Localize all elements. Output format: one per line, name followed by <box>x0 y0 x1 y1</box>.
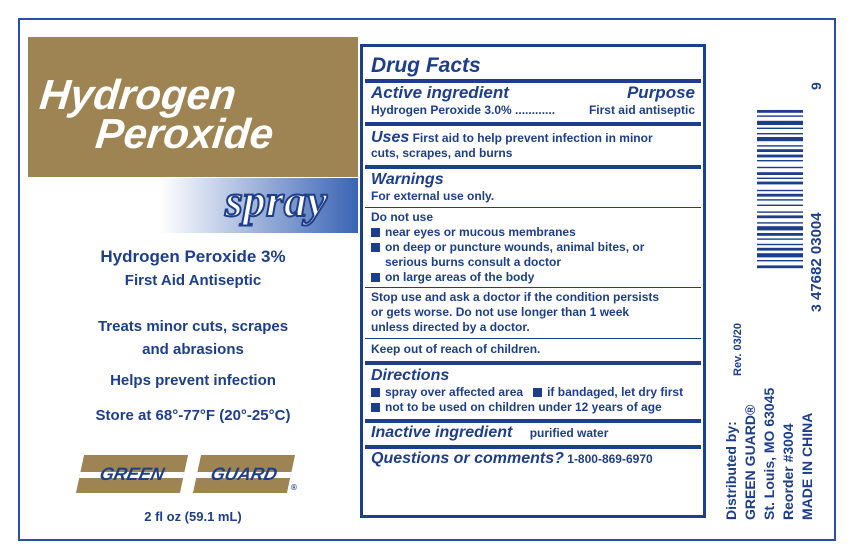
direction-3: not to be used on children under 12 years of age <box>365 400 701 415</box>
barcode-bar <box>757 128 803 129</box>
active-heading: Active ingredient <box>371 83 509 102</box>
uses-text-2: cuts, scrapes, and burns <box>371 146 513 160</box>
distributor-line-2: GREEN GUARD® <box>742 404 758 520</box>
drug-facts-content <box>365 49 701 467</box>
distributor-line-1: Distributed by: <box>723 421 739 520</box>
storage-text: Store at 68°-77°F (20°-25°C) <box>95 407 291 424</box>
title-line-2: Peroxide <box>93 110 276 157</box>
upc-digits-main: 47682 03004 <box>808 212 825 300</box>
phone-number: 1-800-869-6970 <box>567 452 653 466</box>
upc-digit-right: 9 <box>808 82 824 90</box>
barcode-bar <box>757 194 803 197</box>
keep-out-of-reach: Keep out of reach of children. <box>371 342 541 356</box>
title-line-1: Hydrogen <box>37 71 239 118</box>
stop-use-1: Stop use and ask a doctor if the condition persists <box>371 290 660 304</box>
barcode-bar <box>757 260 803 261</box>
questions-row <box>365 449 701 467</box>
spray-wordmark: spray <box>225 175 328 226</box>
purpose-heading: Purpose <box>626 83 695 102</box>
drug-facts-heading: Drug Facts <box>371 54 481 77</box>
barcode-bar <box>757 190 803 191</box>
barcode-bar <box>757 149 803 152</box>
warnings-heading: Warnings <box>371 171 444 188</box>
uses-section <box>365 126 701 146</box>
barcode-bar <box>757 110 803 113</box>
barcode-bar <box>757 133 803 134</box>
barcode-bar <box>757 155 803 158</box>
directions-row-1 <box>365 385 701 400</box>
barcode-bar <box>757 182 803 185</box>
barcode-bar <box>757 248 803 251</box>
brand-logo-guard: GUARD <box>193 455 295 493</box>
barcode-bar <box>757 205 803 206</box>
uses-text-1: First aid to help prevent infection in minor <box>412 131 653 145</box>
upc-digit-left: 3 <box>808 304 824 312</box>
registered-mark: ® <box>291 483 297 492</box>
barcode-bar <box>757 211 803 212</box>
barcode-bar <box>757 178 803 179</box>
barcode-bar <box>757 145 803 146</box>
active-ingredient: Hydrogen Peroxide 3.0% ............ <box>371 103 556 117</box>
questions-heading: Questions or comments? <box>371 450 564 467</box>
barcode-bar <box>757 233 803 236</box>
barcode-bar <box>757 121 803 125</box>
direction-2: if bandaged, let dry first <box>533 385 683 400</box>
dnu-item-1: near eyes or mucous membranes <box>365 225 701 240</box>
barcode-bar <box>757 215 803 218</box>
uses-heading: Uses <box>371 129 410 146</box>
subtitle-category: First Aid Antiseptic <box>124 272 262 289</box>
inactive-heading: Inactive ingredient <box>371 424 513 441</box>
barcode-bar <box>757 160 803 161</box>
active-header-row <box>365 83 701 103</box>
directions-heading: Directions <box>371 367 450 384</box>
barcode-bar <box>757 222 803 223</box>
barcode-bar <box>757 226 803 230</box>
distributor-line-4: Reorder #3004 <box>780 423 796 520</box>
distributor-line-5: MADE IN CHINA <box>799 412 815 520</box>
barcode-bar <box>757 238 803 239</box>
direction-1: spray over affected area <box>371 385 523 400</box>
barcode-bar <box>757 115 803 116</box>
upc-barcode <box>757 110 803 310</box>
barcode-bar <box>757 172 803 175</box>
dnu-item-3: on large areas of the body <box>365 270 701 285</box>
external-use: For external use only. <box>371 189 495 203</box>
distributor-line-3: St. Louis, MO 63045 <box>761 387 777 520</box>
barcode-bar <box>757 265 803 268</box>
subtitle-strength: Hydrogen Peroxide 3% <box>100 247 286 266</box>
stop-use-2: or gets worse. Do not use longer than 1 week <box>371 305 630 319</box>
dnu-item-2b: serious burns consult a doctor <box>385 255 562 269</box>
brand-logo-green: GREEN <box>76 455 188 493</box>
do-not-use: Do not use <box>371 210 433 224</box>
barcode-bar <box>757 137 803 141</box>
barcode-bar <box>757 167 803 168</box>
barcode-bar <box>757 244 803 245</box>
dnu-item-2: on deep or puncture wounds, animal bites, or <box>365 240 701 255</box>
treats-line-2: and abrasions <box>142 341 244 358</box>
active-purpose: First aid antiseptic <box>588 103 695 117</box>
inactive-row <box>365 423 701 441</box>
inactive-text: purified water <box>529 426 609 440</box>
treats-line-1: Treats minor cuts, scrapes <box>97 318 289 335</box>
net-size: 2 fl oz (59.1 mL) <box>144 509 242 524</box>
active-ingredient-row <box>365 103 701 118</box>
stop-use-3: unless directed by a doctor. <box>371 320 530 334</box>
barcode-bar <box>757 199 803 200</box>
barcode-bar <box>757 253 803 257</box>
product-title <box>34 71 342 157</box>
helps-text: Helps prevent infection <box>110 372 276 389</box>
revision-code: Rev. 03/20 <box>732 322 744 376</box>
